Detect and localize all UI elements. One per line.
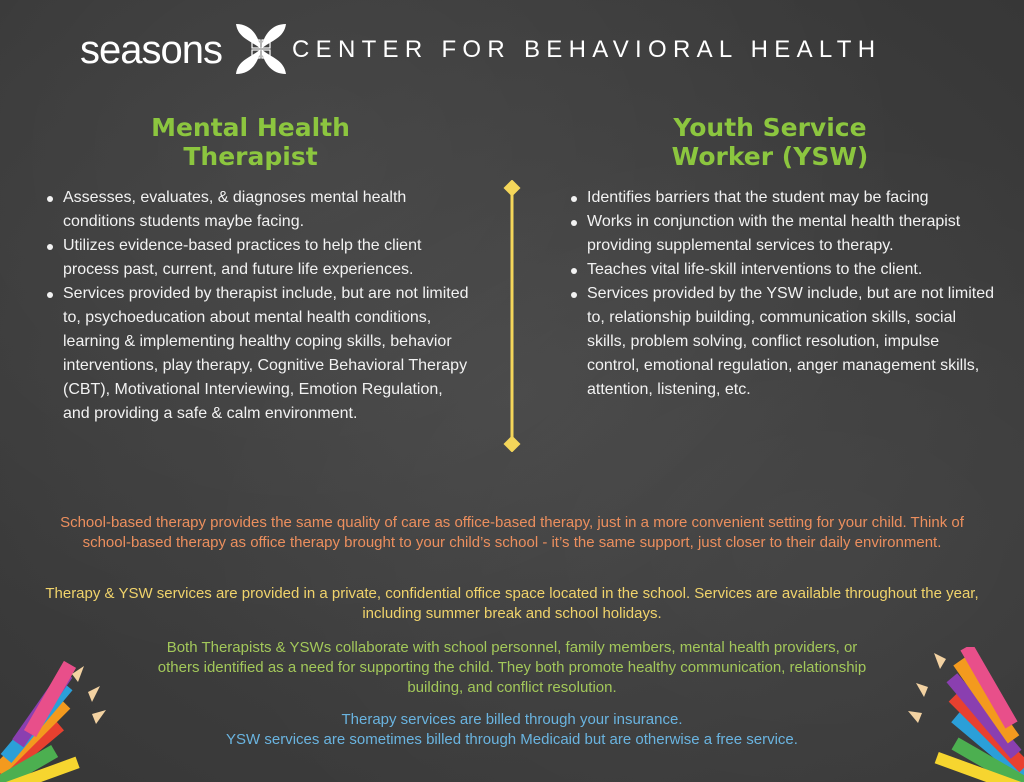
billing-paragraph — [30, 710, 994, 750]
school-based-paragraph: School-based therapy provides the same quality of care as office-based therapy, just in a more convenient setting for your child. Think of school-based therapy as office therapy brought to your child’s school - it’s the same support, just closer to their daily environment. — [60, 514, 964, 551]
ysw-title-line1: Youth Service — [673, 113, 867, 142]
privacy-paragraph: Therapy & YSW services are provided in a private, confidential office space located in the school. Services are available throughout the year, including summer break and school holidays. — [45, 585, 979, 622]
seasons-logo-icon — [232, 18, 290, 80]
header — [0, 16, 1024, 86]
therapist-title — [108, 113, 393, 171]
list-item: Utilizes evidence-based practices to help the client process past, current, and future life experiences. — [32, 234, 472, 282]
list-item: Services provided by therapist include, but are not limited to, psychoeducation about mental health conditions, learning & implementing healthy coping skills, behavior interventions, play therapy, Cognitive Behavioral Therapy (CBT), Motivational Interviewing, Emotion Regulation, and providing a safe & calm environment. — [32, 282, 472, 426]
brand-name: seasons — [80, 28, 222, 72]
collaboration-paragraph: Both Therapists & YSWs collaborate with school personnel, family members, mental health providers, or others identified as a need for supporting the child. They both promote healthy communication, relationship building, and conflict resolution. — [157, 639, 867, 696]
ysw-title — [620, 113, 920, 171]
list-item: Assesses, evaluates, & diagnoses mental health conditions students maybe facing. — [32, 186, 472, 234]
pencils-right-icon — [894, 647, 1024, 782]
list-item: Services provided by the YSW include, but are not limited to, relationship building, communication skills, social skills, problem solving, conflict resolution, impulse control, emotional regulation, anger management skills, attention, listening, etc. — [556, 282, 996, 402]
ysw-title-line2: Worker (YSW) — [671, 142, 869, 171]
list-item: Identifies barriers that the student may be facing — [556, 186, 996, 210]
ysw-duties-list — [556, 186, 996, 402]
therapist-duties-list — [32, 186, 472, 426]
column-divider — [503, 180, 521, 452]
pencils-left-icon — [0, 652, 110, 782]
list-item: Works in conjunction with the mental health therapist providing supplemental services to therapy. — [556, 210, 996, 258]
therapist-title-line1: Mental Health — [151, 113, 350, 142]
billing-line-medicaid: YSW services are sometimes billed through Medicaid but are otherwise a free service. — [226, 731, 798, 748]
center-tagline: CENTER FOR BEHAVIORAL HEALTH — [292, 36, 882, 63]
therapist-title-line2: Therapist — [183, 142, 318, 171]
list-item: Teaches vital life-skill interventions to the client. — [556, 258, 996, 282]
billing-line-insurance: Therapy services are billed through your insurance. — [341, 711, 683, 728]
